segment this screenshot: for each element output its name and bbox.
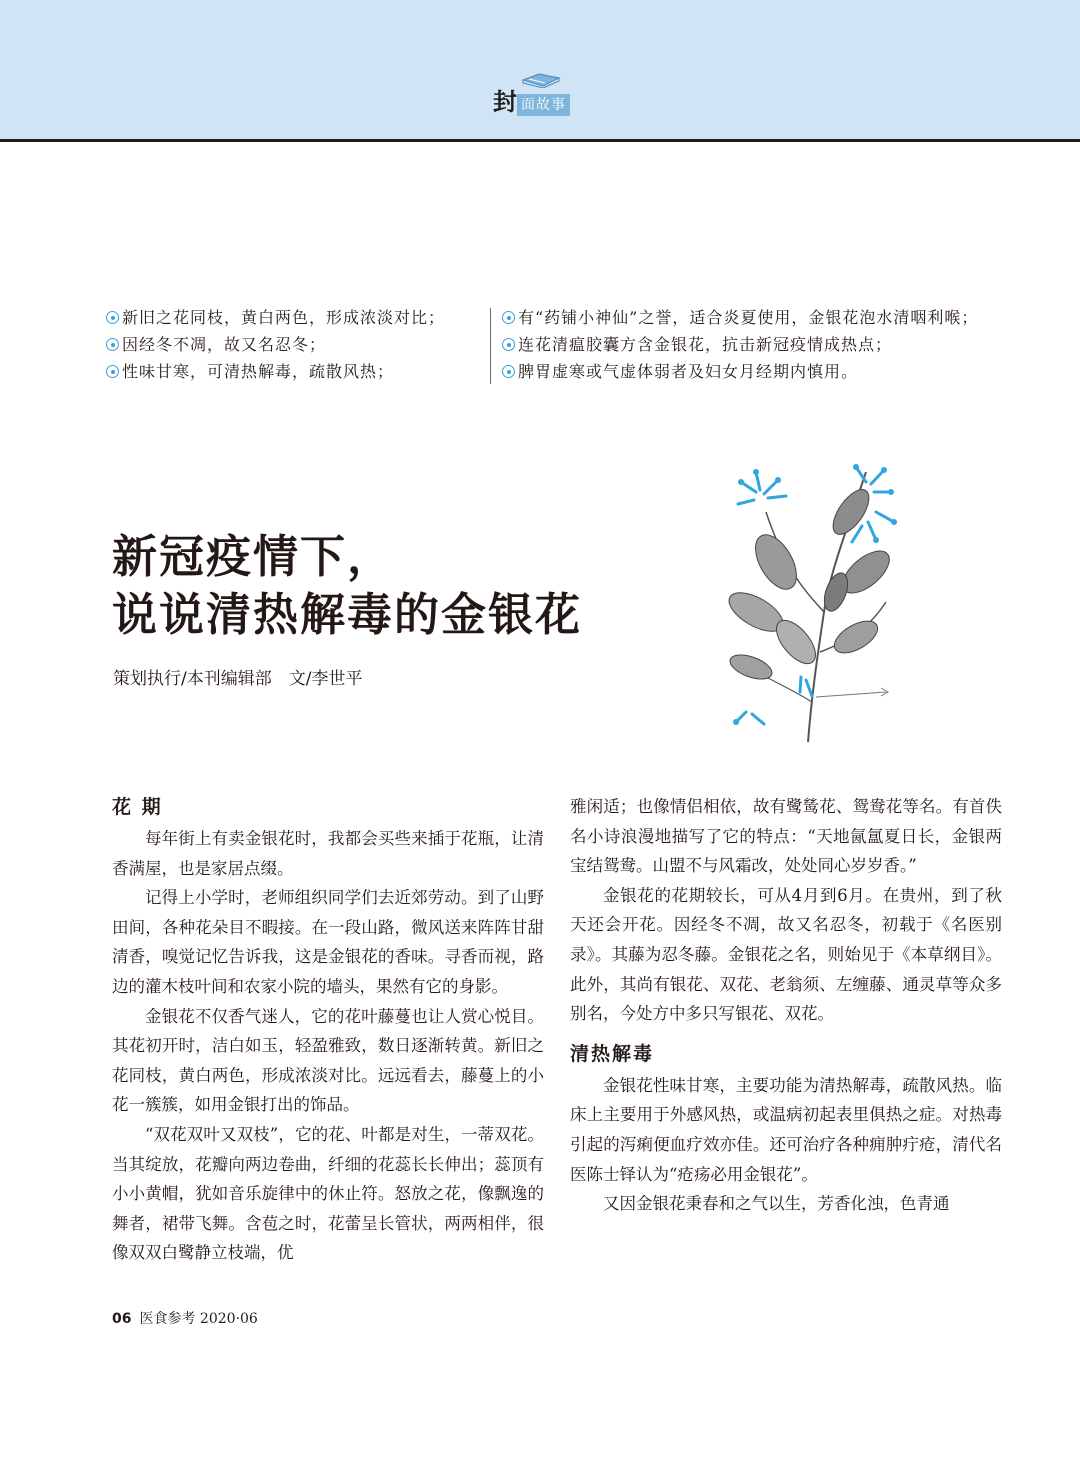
title-line-2: 说说清热解毒的金银花: [112, 588, 583, 641]
paragraph: 金银花性味甘寒，主要功能为清热解毒，疏散风热。临床上主要用于外感风热，或温病初起表里俱热之症。对热毒引起的泻痢便血疗效亦佳。还可治疗各种痈肿疔疮，清代名医陈士铎认为“疮疡必用金银花”。: [570, 1075, 1002, 1184]
paragraph: 又因金银花秉春和之气以生，芳香化浊，色青通: [603, 1194, 950, 1214]
keypoint-item: 脾胃虚寒或气虚体弱者及妇女月经期内慎用。: [502, 358, 1022, 385]
keypoints-right: [502, 304, 1022, 385]
paragraph: 金银花的花期较长，可从4月到6月。在贵州，到了秋天还会开花。因经冬不凋，故又名忍冬，初载于《名医别录》。其藤为忍冬藤。金银花之名，则始见于《本草纲目》。此外，其尚有银花、双花、老翁须、左缠藤、通灵草等众多别名，今处方中多只写银花、双花。: [570, 885, 1002, 1024]
paragraph: 每年街上有卖金银花时，我都会买些来插于花瓶，让清香满屋，也是家居点缀。: [112, 829, 544, 878]
bullet-icon: [502, 338, 515, 351]
title-line-1: 新冠疫情下，: [112, 530, 395, 583]
keypoints-divider: [490, 308, 491, 384]
bullet-icon: [106, 365, 119, 378]
page-footer: [112, 1308, 258, 1328]
keypoints: [106, 304, 1016, 388]
paragraph-continuation: 雅闲适；也像情侣相依，故有鹭鸶花、鸳鸯花等名。有首佚名小诗浪漫地描写了它的特点：“天地氤氲夏日长，金银两宝结鸳鸯。山盟不与风霜改，处处同心岁岁香。”: [570, 797, 1002, 876]
paragraph: “双花双叶又双枝”，它的花、叶都是对生，一蒂双花。当其绽放，花瓣向两边卷曲，纤细的花蕊长长伸出；蕊顶有小小黄帽，犹如音乐旋律中的休止符。怒放之花，像飘逸的舞者，裙带飞舞。含苞之时，花蕾呈长管状，两两相伴，很像双双白鹭静立枝端，优: [112, 1124, 544, 1263]
keypoint-item: 连花清瘟胶囊方含金银花，抗击新冠疫情成热点；: [502, 331, 1022, 358]
honeysuckle-illustration: [716, 452, 916, 752]
byline: 策划执行/本刊编辑部 文/李世平: [113, 669, 363, 689]
keypoint-item: 性味甘寒，可清热解毒，疏散风热；: [106, 358, 486, 385]
keypoint-item: 因经冬不凋，故又名忍冬；: [106, 331, 486, 358]
book-icon: [521, 70, 561, 88]
section-title-small: 面故事: [517, 94, 570, 116]
section-heading-detox: 清热解毒: [570, 1042, 655, 1065]
keypoints-left: [106, 304, 486, 385]
left-column: [112, 792, 544, 1268]
bullet-icon: [502, 365, 515, 378]
paragraph: 金银花不仅香气迷人，它的花叶藤蔓也让人赏心悦目。其花初开时，洁白如玉，轻盈雅致，数日逐渐转黄。新旧之花同枝，黄白两色，形成浓淡对比。远远看去，藤蔓上的小花一簇簇，如用金银打出的饰品。: [112, 1006, 544, 1115]
bullet-icon: [106, 311, 119, 324]
magazine-issue: 医食参考 2020·06: [139, 1311, 258, 1327]
section-mark: [493, 70, 593, 118]
bullet-icon: [502, 311, 515, 324]
page-number: 06: [112, 1311, 132, 1327]
section-title-big: 封: [493, 87, 517, 116]
keypoint-item: 有“药铺小神仙”之誉，适合炎夏使用，金银花泡水清咽利喉；: [502, 304, 1022, 331]
header-rule: [0, 139, 1080, 142]
keypoint-item: 新旧之花同枝，黄白两色，形成浓淡对比；: [106, 304, 486, 331]
bullet-icon: [106, 338, 119, 351]
section-heading-flowering: 花 期: [112, 796, 163, 818]
paragraph: 记得上小学时，老师组织同学们去近郊劳动。到了山野田间，各种花朵目不暇接。在一段山路，微风送来阵阵甘甜清香，嗅觉记忆告诉我，这是金银花的香味。寻香而视，路边的灌木枝叶间和农家小院的墙头，果然有它的身影。: [112, 888, 544, 996]
article-title: [112, 528, 672, 644]
right-column: [570, 792, 1002, 1219]
